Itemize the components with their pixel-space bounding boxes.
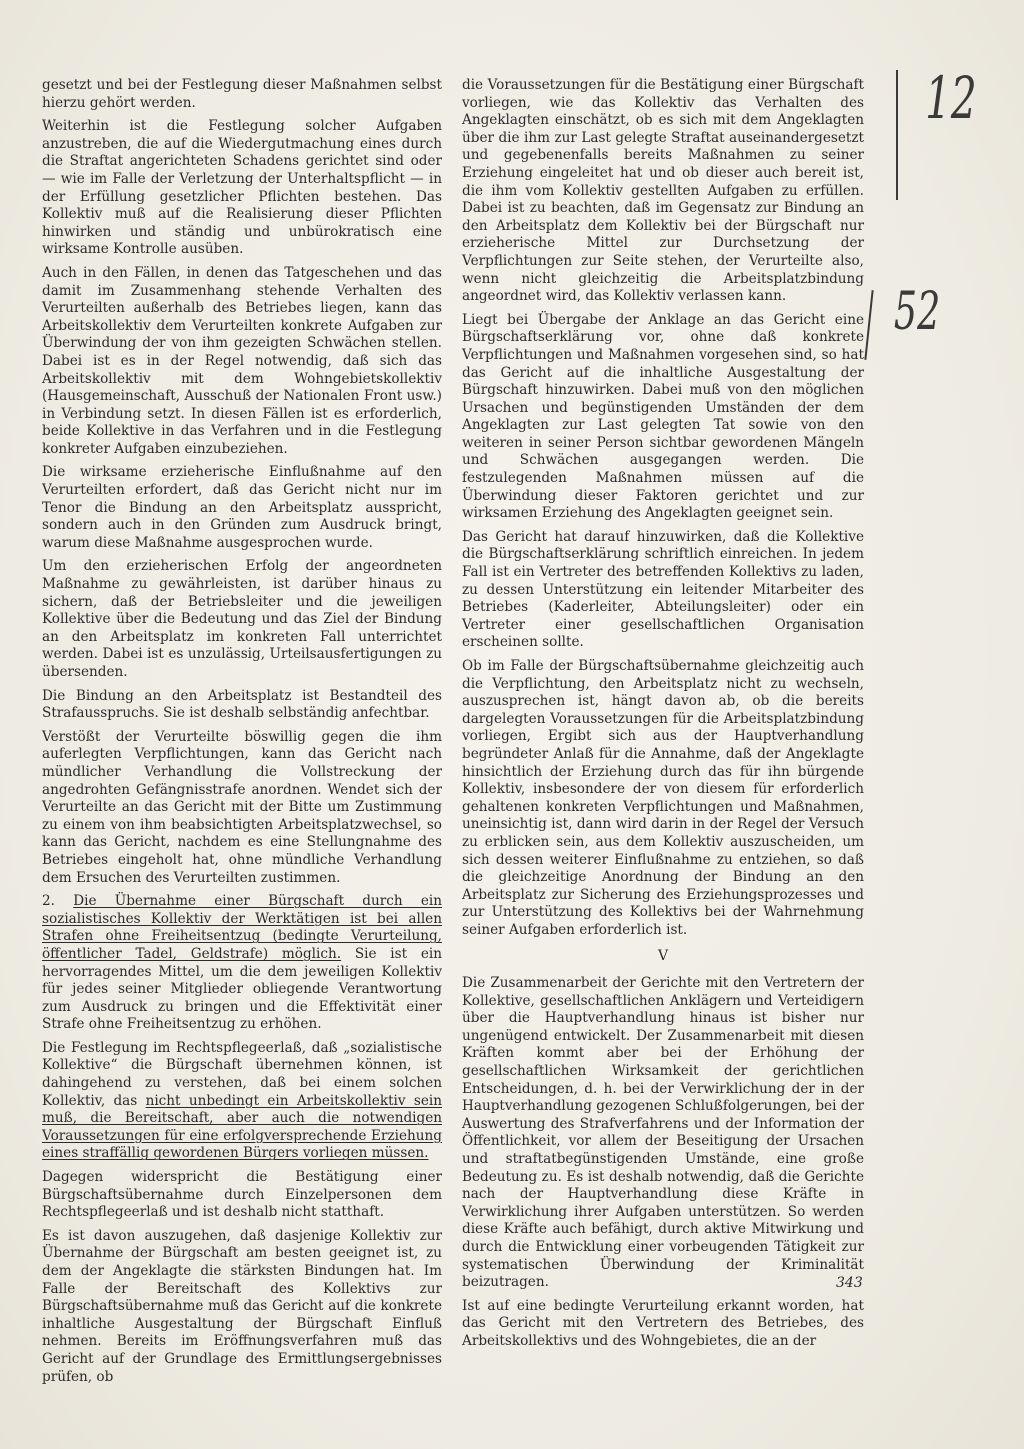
paragraph: Ob im Falle der Bürgschaftsübernahme gleichzeitig auch die Verpflichtung, den Arbeitsplatz nicht zu wechseln, auszusprechen ist, hängt davon ab, ob die bereits dargelegten Voraussetzungen für die Arbeitsplatzbindung vorliegen, Ergibt sich aus der Hauptverhandlung begründeter Anlaß für die Annahme, daß der Angeklagte hinsichtlich der Erziehung durch das für ihn bürgende Kollektiv, insbesondere der von diesem für erforderlich gehaltenen konkreten Verpflichtungen und Maßnahmen, uneinsichtig ist, dann wird darin in der Regel der Versuch zu erblicken sein, aus dem Kollektiv auszuscheiden, um sich dessen weiterer Einflußnahme zu entziehen, so daß die gleichzeitige Anordnung der Bindung an den Arbeitsplatz zur Sicherung des Erziehungsprozesses und zur Unterstützung des Kollektivs bei der Wahrnehmung seiner Aufgaben erforderlich ist. <box>462 658 864 938</box>
page-number: 343 <box>836 1275 863 1291</box>
paragraph: Liegt bei Übergabe der Anklage an das Gericht eine Bürgschaftserklärung vor, ohne daß konkrete Verpflichtungen und Maßnahmen vorgesehen sind, so hat das Gericht auf die inhaltliche Ausgestaltung der Bürgschaft hinzuwirken. Dabei muß von den möglichen Ursachen und begünstigenden Umständen der dem Angeklagten zur Last gelegten Tat sowie von den weiteren in seiner Person sichtbar gewordenen Mängeln und Schwächen ausgegangen werden. Die festzulegenden Maßnahmen müssen auf die Überwindung dieser Faktoren gerichtet und zur wirksamen Erziehung des Angeklagten geeignet sein. <box>462 311 864 522</box>
paragraph: Die wirksame erzieherische Einflußnahme auf den Verurteilten erfordert, daß das Gericht nicht nur im Tenor die Bindung an den Arbeitsplatz ausspricht, sondern auch in den Gründen zum Ausdruck bringt, warum diese Maßnahme ausgesprochen wurde. <box>42 464 442 551</box>
paragraph: die Voraussetzungen für die Bestätigung einer Bürgschaft vorliegen, wie das Kollektiv das Verhalten des Angeklagten einschätzt, ob es sich mit dem Angeklagten über die ihm zur Last gelegte Straftat auseinandergesetzt und gegebenenfalls bereits Maßnahmen zu seiner Erziehung eingeleitet hat und ob dieser auch bereit ist, die ihm vom Kollektiv gestellten Aufgaben zu erfüllen. Dabei ist zu beachten, daß im Gegensatz zur Bindung an den Arbeitsplatz dem Kollektiv bei der Bürgschaft nur erzieherische Mittel zur Durchsetzung der Verpflichtungen zur Seite stehen, der Verurteilte also, wenn nicht gleichzeitig die Arbeitsplatzbindung angeordnet wird, das Kollektiv verlassen kann. <box>462 77 864 305</box>
underlined-text: Die Übernahme einer Bürgschaft durch ein sozialistisches Kollektiv der Werktätigen ist bei allen Strafen ohne Freiheitsentzug (bedingte Verurteilung, öffentlicher Tadel, Geldstrafe) möglich. <box>42 893 442 962</box>
left-column <box>42 77 442 1392</box>
paragraph-text: Die Festlegung im Rechtspflegeerlaß, daß „sozialistische Kollektive“ die Bürgschaft übernehmen können, ist dahingehend zu verstehen, daß bei einem solchen Kollektiv, das <box>42 1039 442 1109</box>
section-heading: V <box>657 947 669 964</box>
paragraph: Die Bindung an den Arbeitsplatz ist Bestandteil des Strafausspruchs. Sie ist deshalb selbständig anfechtbar. <box>42 687 442 722</box>
paragraph: Ist auf eine bedingte Verurteilung erkannt worden, hat das Gericht mit den Vertretern des Betriebes, des Arbeitskollektivs und des Wohngebietes, die an der <box>462 1297 864 1349</box>
paragraph: Weiterhin ist die Festlegung solcher Aufgaben anzustreben, die auf die Wiedergutmachung eines durch die Straftat angerichteten Schadens gerichtet sind oder — wie im Falle der Verletzung der Unterhaltspflicht — in der Erfüllung gesetzlicher Pflichten bestehen. Das Kollektiv muß auf die Realisierung dieser Pflichten hinwirken und ständig und unbürokratisch eine wirksame Kontrolle ausüben. <box>42 118 442 258</box>
paragraph: Dagegen widerspricht die Bestätigung einer Bürgschaftsübernahme durch Einzelpersonen dem Rechtspflegeerlaß und ist deshalb nicht statthaft. <box>42 1169 442 1221</box>
underlined-text: nicht unbedingt ein Arbeitskollektiv sein muß, die Bereitschaft, aber auch die notwendigen Voraussetzungen für eine erfolgversprechende Erziehung eines straffällig gewordenen Bürgers vorliegen müssen. <box>42 1092 443 1162</box>
margin-annotation: 12 <box>925 64 977 132</box>
paragraph <box>42 1040 442 1163</box>
paragraph-numbered <box>42 893 442 1034</box>
paragraph: Auch in den Fällen, in denen das Tatgeschehen und das damit im Zusammenhang stehende Verhalten des Verurteilten außerhalb des Betriebes liegen, kann das Arbeitskollektiv dem Verurteilten konkrete Aufgaben zur Überwindung der von ihm gezeigten Schwächen stellen. Dabei ist es in der Regel notwendig, daß sich das Arbeitskollektiv mit dem Wohngebietskollektiv (Hausgemeinschaft, Ausschuß der Nationalen Front usw.) in Verbindung setzt. In diesen Fällen ist es erforderlich, beide Kollektive in das Verfahren und in die Festlegung konkreter Aufgaben einzubeziehen. <box>42 264 442 457</box>
paragraph: Das Gericht hat darauf hinzuwirken, daß die Kollektive die Bürgschaftserklärung schriftlich einreichen. In jedem Fall ist ein Vertreter des betreffenden Kollektivs zu laden, zu dessen Unterstützung ein leitender Mitarbeiter des Betriebes (Kaderleiter, Abteilungsleiter) oder ein Vertreter einer gesellschaftlichen Organisation erscheinen sollte. <box>462 528 864 651</box>
paragraph: gesetzt und bei der Festlegung dieser Maßnahmen selbst hierzu gehört werden. <box>42 77 442 111</box>
margin-line <box>864 290 873 360</box>
list-number: 2. <box>42 893 74 910</box>
paragraph: Die Zusammenarbeit der Gerichte mit den Vertretern der Kollektive, gesellschaftlichen Anklägern und Verteidigern über die Hauptverhandlung hinaus ist bisher nur ungenügend entwickelt. Der Zusammenarbeit mit diesen Kräften kommt aber bei der Erhöhung der gesellschaftlichen Wirksamkeit der gerichtlichen Entscheidungen, d. h. bei der Verwirklichung der in der Hauptverhandlung gezogenen Schlußfolgerungen, bei der Auswertung des Strafverfahrens und der Information der Öffentlichkeit, vor allem der Beseitigung der Ursachen und straftatbegünstigenden Umstände, eine große Bedeutung zu. Es ist deshalb notwendig, daß die Gerichte nach der Hauptverhandlung diese Kräfte in Verwirklichung ihrer Aufgaben unterstützen. So werden diese Kräfte auch befähigt, durch aktive Mitwirkung und durch die Entwicklung einer vorbeugenden Tätigkeit zur systematischen Überwindung der Kriminalität beizutragen. <box>462 975 864 1291</box>
paragraph-text: Sie ist ein hervorragendes Mittel, um die dem jeweiligen Kollektiv für jedes seiner Mitglieder obliegende Verantwortung zum Ausdruck zu bringen und die Effektivität einer Strafe ohne Freiheitsentzug zu erhöhen. <box>42 945 442 1033</box>
margin-line <box>896 70 898 200</box>
right-column <box>462 77 864 1357</box>
margin-annotation: 52 <box>893 282 941 342</box>
paragraph: Es ist davon auszugehen, daß dasjenige Kollektiv zur Übernahme der Bürgschaft am besten geeignet ist, zu dem der Angeklagte die stärksten Bindungen hat. Im Falle der Bereitschaft des Kollektivs zur Bürgschaftsübernahme muß das Gericht auf die konkrete inhaltliche Ausgestaltung der Bürgschaft Einfluß nehmen. Bereits im Eröffnungsverfahren muß das Gericht auf der Grundlage des Ermittlungsergebnisses prüfen, ob <box>42 1227 442 1385</box>
paragraph: Um den erzieherischen Erfolg der angeordneten Maßnahme zu gewährleisten, ist darüber hinaus zu sichern, daß der Betriebsleiter und die jeweiligen Kollektive über die Bedeutung und das Ziel der Bindung an den Arbeitsplatz im konkreten Fall unterrichtet werden. Dabei ist es unzulässig, Urteilsausfertigungen zu übersenden. <box>42 558 442 680</box>
paragraph: Verstößt der Verurteilte böswillig gegen die ihm auferlegten Verpflichtungen, kann das Gericht nach mündlicher Verhandlung die Vollstreckung der angedrohten Gefängnisstrafe anordnen. Wendet sich der Verurteilte an das Gericht mit der Bitte um Zustimmung zu einem von ihm beabsichtigten Arbeitsplatzwechsel, so kann das Gericht, nachdem es eine Stellungnahme des Betriebes eingeholt hat, ohne mündliche Verhandlung dem Ersuchen des Verurteilten zustimmen. <box>42 728 442 886</box>
